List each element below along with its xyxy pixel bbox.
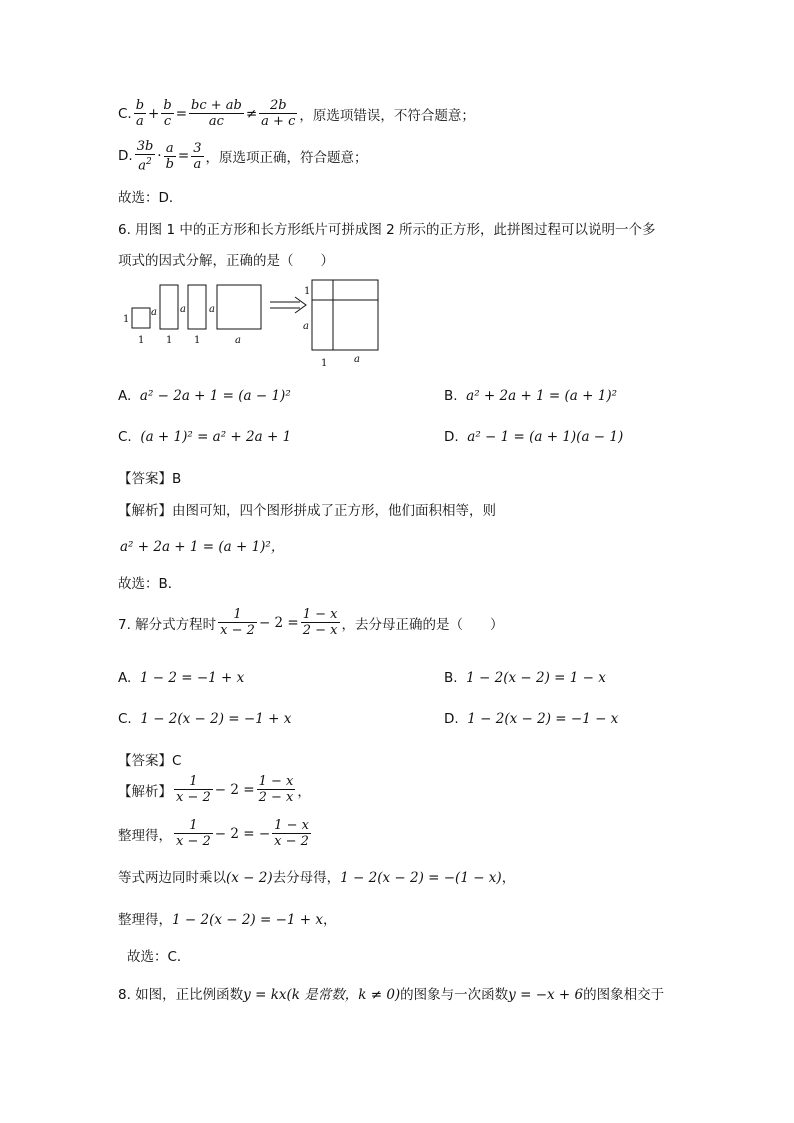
q7-option-c: C. 1 − 2(x − 2) = −1 + x: [118, 711, 292, 727]
label-one: 1: [138, 335, 145, 346]
q7-analysis-line1: 【解析】 $\frac{1}{x - 2}$ − 2 = $\frac{1 - x}{2 - x}$ ，: [118, 774, 311, 805]
fraction: $\frac{1}{x - 2}$: [176, 818, 211, 849]
q6-option-c: C. (a + 1)² = a² + 2a + 1: [118, 429, 292, 445]
label-a: a: [303, 321, 309, 332]
fraction: $\frac{a}{b}$: [165, 140, 174, 172]
q6-analysis-expr: a² + 2a + 1 = (a + 1)²，: [120, 539, 285, 555]
fraction: $\frac{b}{a}$: [135, 98, 145, 129]
fraction: $\frac{3}{a}$: [193, 140, 202, 172]
label-a: a: [209, 304, 215, 315]
q7-answer: 【答案】C: [118, 753, 182, 769]
label-a: a: [151, 307, 157, 318]
q7-analysis-line4: 整理得，1 − 2(x − 2) = −1 + x，: [118, 912, 337, 928]
rectangle-1: [160, 285, 178, 329]
label-a: a: [180, 304, 186, 315]
fraction: $\frac{1 - x}{2 - x}$: [302, 607, 338, 638]
fraction: $\frac{1}{x - 2}$: [176, 774, 211, 805]
option-label: D.: [118, 148, 133, 165]
option-c-line: C. $\frac{b}{a}$ + $\frac{b}{c}$ = $\frac{bc + ab}{ac}$ ≠ $\frac{2b}{a + c}$ ，原选项错误，不符合题意；: [118, 98, 475, 129]
q6-answer: 【答案】B: [118, 471, 182, 487]
fraction: $\frac{2b}{a + c}$: [261, 98, 296, 129]
small-square: [132, 308, 150, 328]
q6-figure: [118, 274, 388, 370]
q6-analysis: 【解析】由图可知，四个图形拼成了正方形，他们面积相等，则: [118, 503, 496, 519]
composite-square: [312, 280, 378, 350]
rectangle-2: [188, 285, 206, 329]
q6-text-line1: 6. 用图 1 中的正方形和长方形纸片可拼成图 2 所示的正方形，此拼图过程可以说明一个多: [118, 222, 656, 238]
q8-question: 8. 如图，正比例函数y = kx(k 是常数，k ≠ 0)的图象与一次函数y = −x + 6的图象相交于: [118, 987, 665, 1003]
q6-option-a: A. a² − 2a + 1 = (a − 1)²: [118, 388, 291, 404]
option-d-line: D. $\frac{3b}{a^2}$ · $\frac{a}{b}$ = $\frac{3}{a}$ ，原选项正确，符合题意；: [118, 139, 368, 174]
q7-option-b: B. 1 − 2(x − 2) = 1 − x: [444, 670, 606, 686]
q7-option-d: D. 1 − 2(x − 2) = −1 − x: [444, 711, 619, 727]
fraction: $\frac{bc + ab}{ac}$: [191, 98, 242, 129]
q7-analysis-line3: 等式两边同时乘以(x − 2)去分母得，1 − 2(x − 2) = −(1 − x)，: [118, 870, 516, 886]
q6-pick: 故选：B．: [118, 576, 182, 592]
label-one: 1: [321, 358, 328, 369]
fraction: $\frac{b}{c}$: [163, 98, 172, 129]
label-one: 1: [194, 335, 201, 346]
label-one: 1: [304, 286, 311, 297]
label-one: 1: [166, 335, 173, 346]
pick-5: 故选：D．: [118, 190, 183, 206]
option-label: C.: [118, 105, 132, 122]
q6-option-b: B. a² + 2a + 1 = (a + 1)²: [444, 388, 618, 404]
q7-pick: 故选：C．: [127, 949, 191, 965]
q6-option-d: D. a² − 1 = (a + 1)(a − 1): [444, 429, 624, 445]
fraction: $\frac{3b}{a^2}$: [136, 139, 154, 174]
q6-text-line2: 项式的因式分解，正确的是（ ）: [118, 253, 334, 269]
label-a: a: [354, 354, 360, 365]
q7-option-a: A. 1 − 2 = −1 + x: [118, 670, 245, 686]
comment: ，原选项正确，符合题意；: [205, 150, 368, 167]
label-one: 1: [123, 314, 130, 325]
big-square: [217, 285, 261, 329]
q7-question: 7. 解分式方程时 $\frac{1}{x - 2}$ − 2 = $\frac{1 - x}{2 - x}$ ，去分母正确的是（ ）: [118, 607, 504, 638]
q7-analysis-line2: 整理得， $\frac{1}{x - 2}$ − 2 = − $\frac{1 - x}{x - 2}$: [118, 818, 309, 849]
comment: ，原选项错误，不符合题意；: [299, 107, 475, 124]
fraction: $\frac{1 - x}{2 - x}$: [258, 774, 294, 805]
fraction: $\frac{1}{x - 2}$: [220, 607, 255, 638]
label-a: a: [235, 335, 241, 346]
fraction: $\frac{1 - x}{x - 2}$: [274, 818, 309, 849]
